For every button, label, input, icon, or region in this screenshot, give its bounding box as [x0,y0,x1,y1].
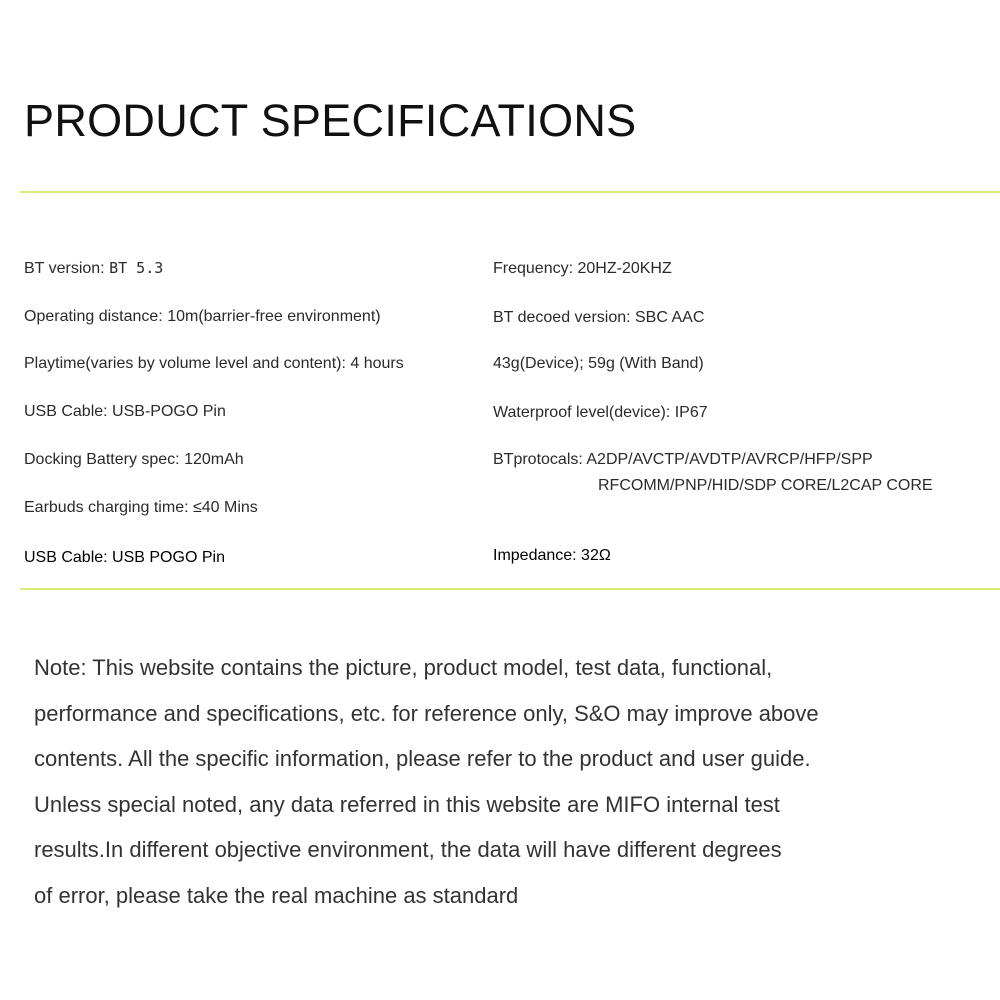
spec-value: BT 5.3 [109,259,164,277]
page-title: PRODUCT SPECIFICATIONS [24,95,637,146]
spec-label: BTprotocals: [493,451,587,468]
note-line: of error, please take the real machine as standard [34,882,519,908]
spec-usb-cable-2: USB Cable: USB POGO Pin [24,549,225,566]
top-divider [20,191,1000,193]
spec-charging-time: Earbuds charging time: ≤40 Mins [24,499,258,516]
note-line: Note: This website contains the picture, product model, test data, functional, [34,655,773,680]
spec-waterproof: Waterproof level(device): IP67 [493,404,708,421]
spec-bt-version [24,261,163,277]
spec-value-line1: A2DP/AVCTP/AVDTP/AVRCP/HFP/SPP [586,451,873,468]
spec-bt-decoded-version: BT decoed version: SBC AAC [493,309,705,326]
disclaimer-note [34,645,984,918]
note-line: performance and specifications, etc. for reference only, S&O may improve above [34,700,819,726]
spec-usb-cable: USB Cable: USB-POGO Pin [24,403,226,420]
note-line: results.In different objective environment, the data will have different degrees [34,837,782,862]
spec-docking-battery: Docking Battery spec: 120mAh [24,451,244,468]
spec-impedance: Impedance: 32Ω [493,547,611,564]
spec-frequency: Frequency: 20HZ-20KHZ [493,260,672,277]
spec-label: BT version: [24,260,110,277]
note-line: contents. All the specific information, please refer to the product and user guide. [34,746,811,771]
spec-weight: 43g(Device); 59g (With Band) [493,355,704,372]
note-line: Unless special noted, any data referred in this website are MIFO internal test [34,791,780,817]
spec-operating-distance: Operating distance: 10m(barrier-free environment) [24,308,381,325]
spec-bt-protocols [493,451,933,494]
spec-value-line2: RFCOMM/PNP/HID/SDP CORE/L2CAP CORE [598,477,933,494]
bottom-divider [20,588,1000,590]
spec-playtime: Playtime(varies by volume level and content): 4 hours [24,355,404,372]
